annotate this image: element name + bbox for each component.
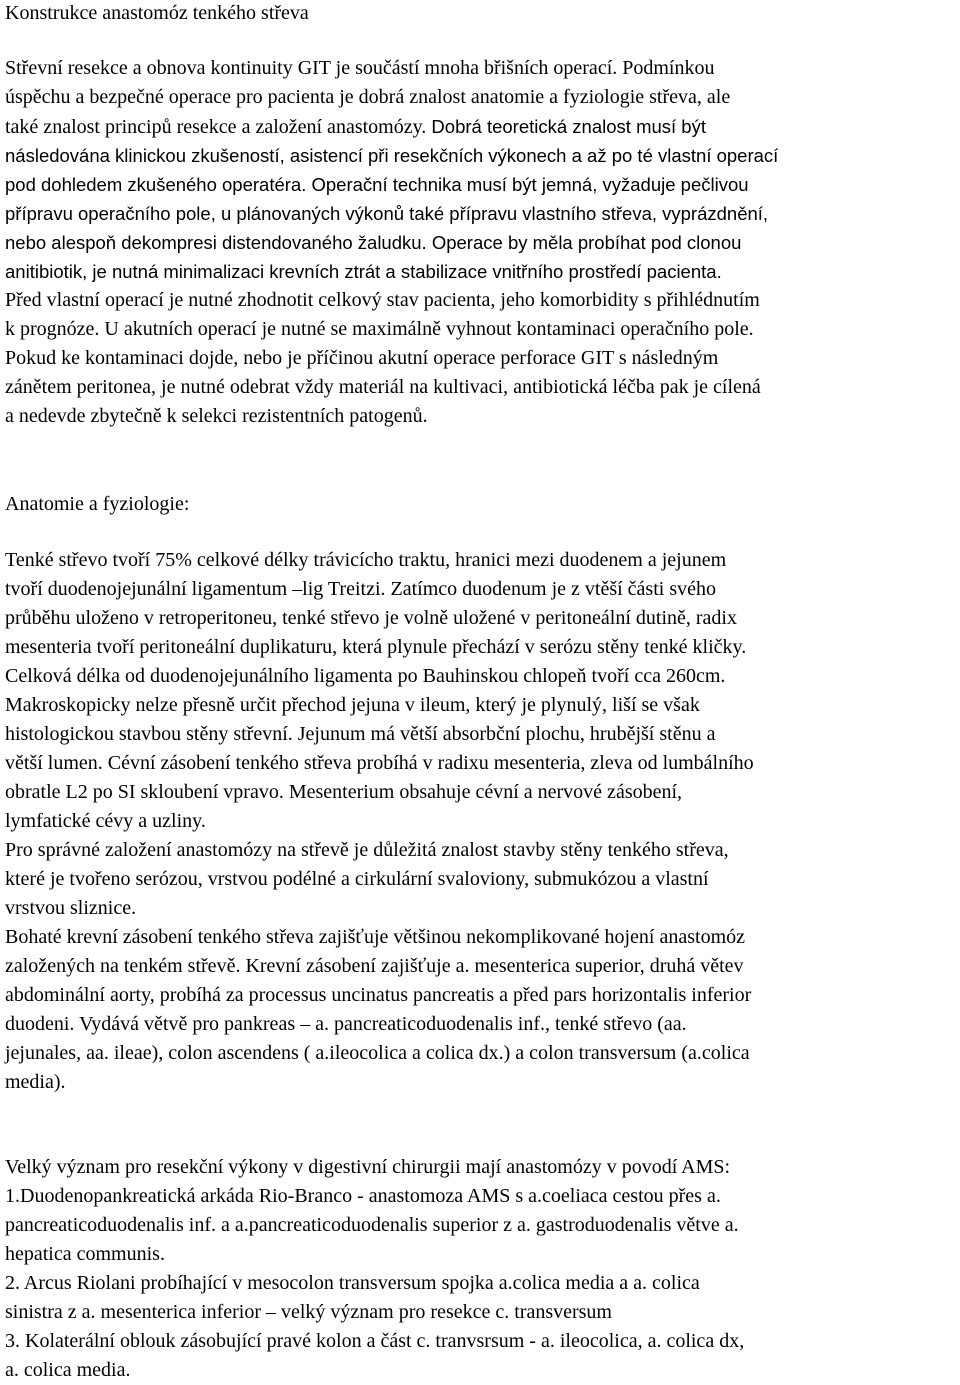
text-line: průběhu uloženo v retroperitoneu, tenké střevo je volně uložené v peritoneální dutině, radix (5, 607, 737, 629)
text-line: 3. Kolaterální oblouk zásobující pravé kolon a část c. tranvsrsum - a. ileocolica, a. colica dx, (5, 1330, 745, 1352)
text-line: k prognóze. U akutních operací je nutné se maximálně vyhnout kontaminaci operačního pole. (5, 318, 754, 340)
text-line: a nedevde zbytečně k selekci rezistentních patogenů. (5, 405, 428, 427)
text-line: obratle L2 po SI skloubení vpravo. Mesenterium obsahuje cévní a nervové zásobení, (5, 781, 683, 803)
text-line: mesenteria tvoří peritoneální duplikaturu, která plynule přechází v serózu stěny tenké kličky. (5, 636, 747, 658)
text-line: anitibiotik, je nutná minimalizaci krevních ztrát a stabilizace vnitřního prostředí pacienta. (5, 261, 722, 282)
text-line: větší lumen. Cévní zásobení tenkého střeva probíhá v radixu mesenteria, zleva od lumbálního (5, 752, 754, 774)
text-line (5, 170, 778, 199)
text-span: Operační technika musí být jemná, vyžaduje pečlivou (306, 174, 749, 195)
text-line (5, 228, 778, 257)
text-line: pancreaticoduodenalis inf. a a.pancreaticoduodenalis superior z a. gastroduodenalis větve a. (5, 1214, 739, 1236)
text-line: Celková délka od duodenojejunálního ligamenta po Bauhinskou chlopeň tvoří cca 260cm. (5, 665, 726, 687)
text-line: sinistra z a. mesenterica inferior – velký význam pro resekce c. transversum (5, 1301, 612, 1323)
text-line: abdominální aorty, probíhá za processus uncinatus pancreatis a před pars horizontalis inferior (5, 984, 752, 1006)
text-span: Operace by měla probíhat pod clonou (426, 232, 742, 253)
text-line: media). (5, 1071, 66, 1093)
text-line: Tenké střevo tvoří 75% celkové délky trávicícho traktu, hranici mezi duodenem a jejunem (5, 549, 727, 571)
text-line: Velký význam pro resekční výkony v digestivní chirurgii mají anastomózy v povodí AMS: (5, 1156, 731, 1178)
text-line: zánětem peritonea, je nutné odebrat vždy materiál na kultivaci, antibiotická léčba pak je cílená (5, 376, 761, 398)
text-span: Dobrá teoretická znalost musí být (426, 116, 706, 137)
text-line: vrstvou sliznice. (5, 897, 137, 919)
text-line: následována klinickou zkušeností, asistencí při resekčních výkonech a až po té vlastní operací (5, 145, 779, 166)
anatomy-paragraph (5, 546, 754, 1097)
section-heading: Anatomie a fyziologie: (5, 493, 190, 515)
text-span: pod dohledem zkušeného operatéra. (5, 174, 307, 195)
text-line: lymfatické cévy a uzliny. (5, 810, 206, 832)
document-title: Konstrukce anastomóz tenkého střeva (5, 2, 309, 24)
text-line: 1.Duodenopankreatická arkáda Rio-Branco - anastomoza AMS s a.coeliaca cestou přes a. (5, 1185, 721, 1207)
text-line: přípravu operačního pole, u plánovaných výkonů také přípravu vlastního střeva, vyprázdnění, (5, 203, 769, 224)
text-line: jejunales, aa. ileae), colon ascendens ( a.ileocolica a colica dx.) a colon transversum (a.colica (5, 1042, 750, 1064)
text-line: a. colica media. (5, 1359, 131, 1381)
text-line: hepatica communis. (5, 1243, 165, 1265)
text-line: 2. Arcus Riolani probíhající v mesocolon transversum spojka a.colica media a a. colica (5, 1272, 700, 1294)
text-span: nebo alespoň dekompresi distendovaného žaludku. (5, 232, 427, 253)
text-line: Bohaté krevní zásobení tenkého střeva zajišťuje většinou nekomplikované hojení anastomóz (5, 926, 745, 948)
text-line: duodeni. Vydává větvě pro pankreas – a. pancreaticoduodenalis inf., tenké střevo (aa. (5, 1013, 687, 1035)
text-line: Makroskopicky nelze přesně určit přechod jejuna v ileum, který je plynulý, liší se však (5, 694, 700, 716)
ams-paragraph (5, 1153, 744, 1385)
text-line: založených na tenkém střevě. Krevní zásobení zajišťuje a. mesenterica superior, druhá větev (5, 955, 744, 977)
text-line: tvoří duodenojejunální ligamentum –lig Treitzi. Zatímco duodenum je z vtěší části svého (5, 578, 716, 600)
text-line: Pro správné založení anastomózy na střevě je důležitá znalost stavby stěny tenkého střeva, (5, 839, 729, 861)
text-line: Před vlastní operací je nutné zhodnotit celkový stav pacienta, jeho komorbidity s přihlédnutím (5, 289, 760, 311)
text-line: úspěchu a bezpečné operace pro pacienta je dobrá znalost anatomie a fyziologie střeva, ale (5, 86, 731, 108)
text-line: Pokud ke kontaminaci dojde, nebo je příčinou akutní operace perforace GIT s následným (5, 347, 719, 369)
text-line: Střevní resekce a obnova kontinuity GIT je součástí mnoha břišních operací. Podmínkou (5, 57, 715, 79)
text-line (5, 112, 778, 141)
text-span: také znalost principů resekce a založení anastomózy. (5, 116, 427, 138)
intro-paragraph (5, 54, 778, 431)
text-line: histologickou stavbou stěny střevní. Jejunum má větší absorbční plochu, hrubější stěnu a (5, 723, 716, 745)
text-line: které je tvořeno serózou, vrstvou podélné a cirkulární svaloviony, submukózou a vlastní (5, 868, 709, 890)
